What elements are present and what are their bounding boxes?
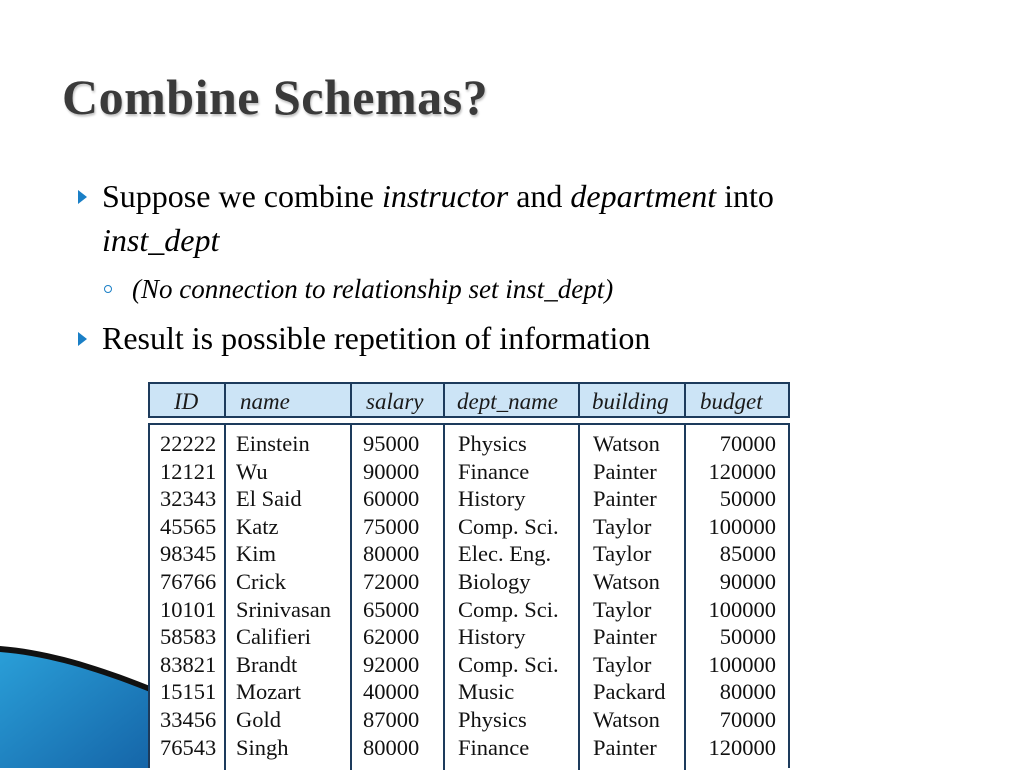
column-dept-name	[458, 430, 559, 761]
cell-dept-name: Physics	[458, 431, 527, 456]
header-id: ID	[174, 389, 199, 414]
header-salary: salary	[366, 389, 424, 414]
cell-dept-name: Comp. Sci.	[458, 513, 559, 539]
cell-salary: 90000	[363, 458, 420, 484]
cell-id: 98345	[160, 541, 217, 567]
bullet-arrow-icon	[78, 332, 87, 346]
table-body	[148, 423, 790, 768]
cell-salary: 62000	[363, 624, 420, 650]
cell-dept-name: Finance	[458, 734, 530, 760]
cell-budget: 100000	[708, 513, 776, 539]
cell-id: 22222	[160, 431, 217, 456]
cell-dept-name: Biology	[458, 568, 531, 594]
cell-budget: 50000	[719, 486, 776, 512]
cell-id: 58583	[160, 624, 217, 650]
header-divider	[224, 384, 226, 416]
cell-dept-name: History	[458, 624, 526, 650]
cell-budget: 70000	[719, 706, 776, 732]
bullet-1-suffix: into	[716, 178, 774, 214]
table-header	[148, 382, 790, 418]
column-name	[236, 430, 331, 761]
cell-name: Crick	[236, 568, 286, 594]
cell-building: Taylor	[593, 513, 652, 539]
cell-budget: 120000	[708, 458, 776, 484]
cell-id: 76543	[160, 734, 217, 760]
header-divider	[350, 384, 352, 416]
cell-name: Gold	[236, 706, 281, 732]
cell-dept-name: Comp. Sci.	[458, 651, 559, 677]
column-divider	[578, 425, 580, 770]
cell-budget: 80000	[719, 679, 776, 705]
cell-budget: 90000	[719, 568, 776, 594]
header-budget: budget	[700, 389, 763, 414]
header-divider	[578, 384, 580, 416]
cell-name: Brandt	[236, 651, 298, 677]
column-divider	[350, 425, 352, 770]
cell-building: Watson	[593, 431, 660, 456]
column-id	[160, 430, 216, 761]
cell-building: Taylor	[593, 651, 652, 677]
cell-dept-name: Comp. Sci.	[458, 596, 559, 622]
cell-name: Califieri	[236, 624, 311, 650]
cell-name: Katz	[236, 513, 279, 539]
cell-salary: 92000	[363, 651, 420, 677]
cell-budget: 120000	[708, 734, 776, 760]
cell-salary: 40000	[363, 679, 420, 705]
cell-id: 12121	[160, 458, 217, 484]
corner-decoration	[0, 620, 150, 768]
bullet-1-mid: and	[508, 178, 571, 214]
bullet-1-prefix: Suppose we combine	[102, 178, 382, 214]
cell-budget: 100000	[708, 651, 776, 677]
column-divider	[443, 425, 445, 770]
cell-name: Singh	[236, 734, 289, 760]
cell-building: Taylor	[593, 541, 652, 567]
sub-bullet-text: (No connection to relationship set inst_dept)	[132, 274, 614, 304]
cell-dept-name: Elec. Eng.	[458, 541, 552, 567]
cell-id: 76766	[160, 568, 217, 594]
cell-name: El Said	[236, 486, 302, 512]
bullet-1-line-2: inst_dept	[102, 222, 220, 258]
cell-salary: 65000	[363, 596, 420, 622]
bullet-1-emphasis-instructor: instructor	[381, 178, 509, 214]
bullet-arrow-icon	[78, 190, 87, 204]
cell-budget: 100000	[708, 596, 776, 622]
cell-building: Painter	[593, 458, 657, 484]
cell-salary: 80000	[363, 734, 420, 760]
cell-building: Packard	[593, 679, 666, 705]
cell-name: Wu	[236, 458, 268, 484]
cell-salary: 60000	[363, 486, 420, 512]
cell-dept-name: Finance	[458, 458, 530, 484]
cell-dept-name: Physics	[458, 706, 527, 732]
column-salary	[363, 430, 419, 761]
cell-building: Watson	[593, 568, 660, 594]
cell-id: 32343	[160, 486, 217, 512]
cell-dept-name: Music	[458, 679, 515, 705]
cell-name: Mozart	[236, 679, 301, 705]
bullet-2	[72, 316, 972, 360]
cell-building: Painter	[593, 734, 657, 760]
header-divider	[443, 384, 445, 416]
column-budget	[690, 430, 776, 761]
header-dept-name: dept_name	[457, 389, 558, 414]
column-divider	[224, 425, 226, 770]
cell-building: Taylor	[593, 596, 652, 622]
cell-salary: 75000	[363, 513, 420, 539]
cell-id: 10101	[160, 596, 217, 622]
header-building: building	[592, 389, 669, 414]
column-divider	[684, 425, 686, 770]
cell-salary: 95000	[363, 431, 420, 456]
bullet-2-text: Result is possible repetition of information	[102, 320, 651, 356]
cell-id: 83821	[160, 651, 217, 677]
cell-name: Kim	[236, 541, 277, 567]
cell-salary: 72000	[363, 568, 420, 594]
cell-building: Painter	[593, 624, 657, 650]
cell-building: Watson	[593, 706, 660, 732]
cell-name: Srinivasan	[236, 596, 331, 622]
cell-building: Painter	[593, 486, 657, 512]
cell-budget: 70000	[719, 431, 776, 456]
header-name: name	[240, 389, 290, 414]
cell-dept-name: History	[458, 486, 526, 512]
bullet-1	[72, 174, 972, 264]
header-divider	[684, 384, 686, 416]
cell-id: 45565	[160, 513, 217, 539]
cell-budget: 50000	[719, 624, 776, 650]
cell-id: 15151	[160, 679, 217, 705]
column-building	[593, 430, 665, 761]
bullet-1-emphasis-department: department	[570, 178, 717, 214]
cell-id: 33456	[160, 706, 217, 732]
cell-budget: 85000	[719, 541, 776, 567]
cell-salary: 87000	[363, 706, 420, 732]
cell-name: Einstein	[236, 431, 310, 456]
sub-bullet-circle-icon	[104, 285, 112, 293]
page-title: Combine Schemas?	[62, 69, 489, 125]
cell-salary: 80000	[363, 541, 420, 567]
